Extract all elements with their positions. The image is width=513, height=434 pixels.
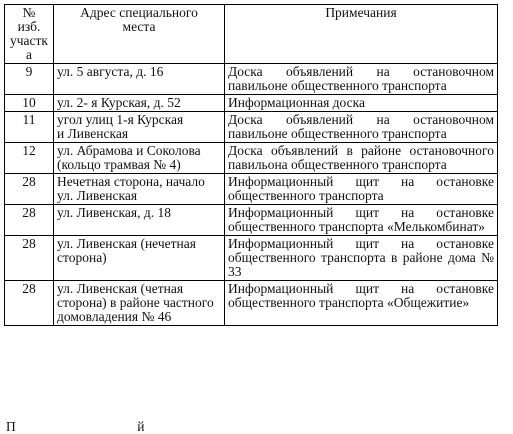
precinct-number-cell: 28 <box>5 281 54 326</box>
address-cell: ул. 2- я Курская, д. 52 <box>54 95 225 112</box>
address-cell: ул. Ливенская (нечетная сторона) <box>54 236 225 281</box>
table-row <box>5 143 498 174</box>
table-row <box>5 64 498 95</box>
table-row <box>5 236 498 281</box>
header-notes: Примечания <box>225 5 498 64</box>
note-cell: Доска объявлений в районе остановочного павильона общественного транспорта <box>225 143 498 174</box>
precinct-number-cell: 28 <box>5 174 54 205</box>
note-cell: Информационная доска <box>225 95 498 112</box>
precinct-number-cell: 11 <box>5 112 54 143</box>
precinct-number-cell: 12 <box>5 143 54 174</box>
precinct-number-cell: 28 <box>5 205 54 236</box>
table-header-row <box>5 5 498 64</box>
address-cell: Нечетная сторона, начало ул. Ливенская <box>54 174 225 205</box>
note-cell: Информационный щит на остановке общественного транспорта <box>225 174 498 205</box>
address-cell: ул. Ливенская (четная сторона) в районе частного домовладения № 46 <box>54 281 225 326</box>
precinct-number-cell: 10 <box>5 95 54 112</box>
address-cell: ул. Абрамова и Соколова (кольцо трамвая № 4) <box>54 143 225 174</box>
note-cell: Доска объявлений на остановочном павильоне общественного транспорта <box>225 64 498 95</box>
note-cell: Доска объявлений на остановочном павильоне общественного транспорта <box>225 112 498 143</box>
note-cell: Информационный щит на остановке общественного транспорта «Общежитие» <box>225 281 498 326</box>
address-cell: ул. 5 августа, д. 16 <box>54 64 225 95</box>
table-row <box>5 95 498 112</box>
address-cell: угол улиц 1-я Курская и Ливенская <box>54 112 225 143</box>
table-row <box>5 281 498 326</box>
note-cell: Информационный щит на остановке общественного транспорта «Мелькомбинат» <box>225 205 498 236</box>
precinct-number-cell: 28 <box>5 236 54 281</box>
locations-table <box>4 4 498 326</box>
precinct-number-cell: 9 <box>5 64 54 95</box>
header-address: Адрес специального места <box>54 5 225 64</box>
note-cell: Информационный щит на остановке общественного транспорта в районе дома № 33 <box>225 236 498 281</box>
table-row <box>5 112 498 143</box>
header-precinct-number: № изб. участк а <box>5 5 54 64</box>
truncated-paragraph-text: П й <box>6 419 145 434</box>
table-row <box>5 174 498 205</box>
table-row <box>5 205 498 236</box>
address-cell: ул. Ливенская, д. 18 <box>54 205 225 236</box>
